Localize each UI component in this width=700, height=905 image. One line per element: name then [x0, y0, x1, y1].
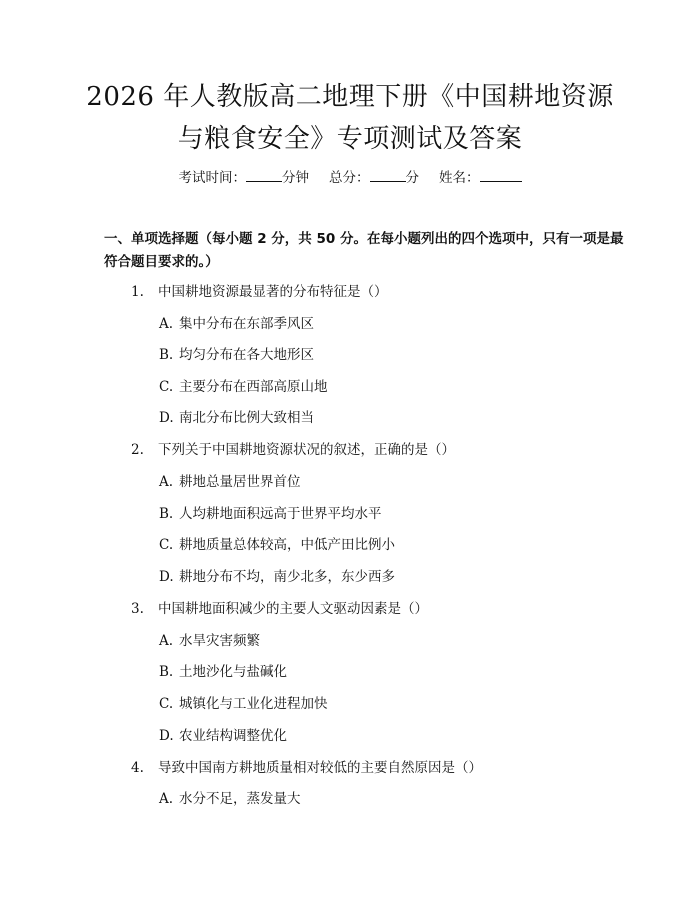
option-key: D. — [159, 569, 174, 585]
option-text: 集中分布在东部季风区 — [179, 316, 314, 332]
option-key: A. — [159, 791, 174, 807]
option-text: 耕地质量总体较高，中低产田比例小 — [179, 537, 395, 553]
title-line-1: 2026 年人教版高二地理下册《中国耕地资源 — [86, 82, 614, 112]
option-key: C. — [159, 696, 174, 712]
option-3d[interactable] — [159, 726, 287, 746]
option-3c[interactable] — [159, 694, 328, 714]
option-key: C. — [159, 537, 174, 553]
option-text: 均匀分布在各大地形区 — [179, 347, 314, 363]
title-line-2: 与粮食安全》专项测试及答案 — [177, 124, 523, 154]
question-1 — [131, 282, 388, 302]
option-text: 城镇化与工业化进程加快 — [179, 696, 328, 712]
option-text: 耕地分布不均，南少北多，东少西多 — [179, 569, 395, 585]
option-text: 水分不足，蒸发量大 — [179, 791, 301, 807]
time-blank[interactable] — [246, 168, 282, 182]
question-number: 1. — [131, 284, 144, 300]
score-unit: 分 — [405, 170, 419, 186]
question-text: 导致中国南方耕地质量相对较低的主要自然原因是（） — [158, 760, 482, 776]
question-4 — [131, 758, 482, 778]
question-text: 下列关于中国耕地资源状况的叙述，正确的是（） — [158, 442, 455, 458]
option-1c[interactable] — [159, 377, 328, 397]
section-heading: 一、单项选择题（每小题 2 分，共 50 分。在每小题列出的四个选项中，只有一项是最符合题目要求的。） — [104, 231, 624, 270]
option-key: A. — [159, 633, 174, 649]
option-text: 土地沙化与盐碱化 — [179, 664, 287, 680]
score-blank[interactable] — [370, 168, 406, 182]
option-1b[interactable] — [159, 345, 314, 365]
option-text: 耕地总量居世界首位 — [179, 474, 301, 490]
exam-info-line — [0, 168, 700, 188]
document-title — [0, 76, 700, 160]
option-text: 人均耕地面积远高于世界平均水平 — [179, 506, 382, 522]
option-key: D. — [159, 410, 174, 426]
option-key: B. — [159, 664, 174, 680]
time-label: 考试时间： — [178, 170, 246, 186]
time-unit: 分钟 — [282, 170, 309, 186]
question-number: 3. — [131, 601, 144, 617]
option-key: D. — [159, 728, 174, 744]
question-number: 2. — [131, 442, 144, 458]
option-1d[interactable] — [159, 408, 314, 428]
option-key: C. — [159, 379, 174, 395]
question-2 — [131, 440, 455, 460]
option-text: 农业结构调整优化 — [179, 728, 287, 744]
option-1a[interactable] — [159, 314, 314, 334]
name-label: 姓名： — [439, 170, 480, 186]
option-key: A. — [159, 474, 174, 490]
option-3b[interactable] — [159, 662, 287, 682]
question-3 — [131, 599, 428, 619]
option-2b[interactable] — [159, 504, 382, 524]
option-key: B. — [159, 506, 174, 522]
question-text: 中国耕地面积减少的主要人文驱动因素是（） — [158, 601, 428, 617]
score-label: 总分： — [329, 170, 370, 186]
option-2a[interactable] — [159, 472, 301, 492]
option-key: A. — [159, 316, 174, 332]
option-4a[interactable] — [159, 789, 301, 809]
question-text: 中国耕地资源最显著的分布特征是（） — [158, 284, 388, 300]
option-2d[interactable] — [159, 567, 395, 587]
option-text: 南北分布比例大致相当 — [179, 410, 314, 426]
question-number: 4. — [131, 760, 144, 776]
option-text: 主要分布在西部高原山地 — [179, 379, 328, 395]
option-3a[interactable] — [159, 631, 260, 651]
option-key: B. — [159, 347, 174, 363]
name-blank[interactable] — [480, 168, 522, 182]
option-2c[interactable] — [159, 535, 395, 555]
option-text: 水旱灾害频繁 — [179, 633, 260, 649]
